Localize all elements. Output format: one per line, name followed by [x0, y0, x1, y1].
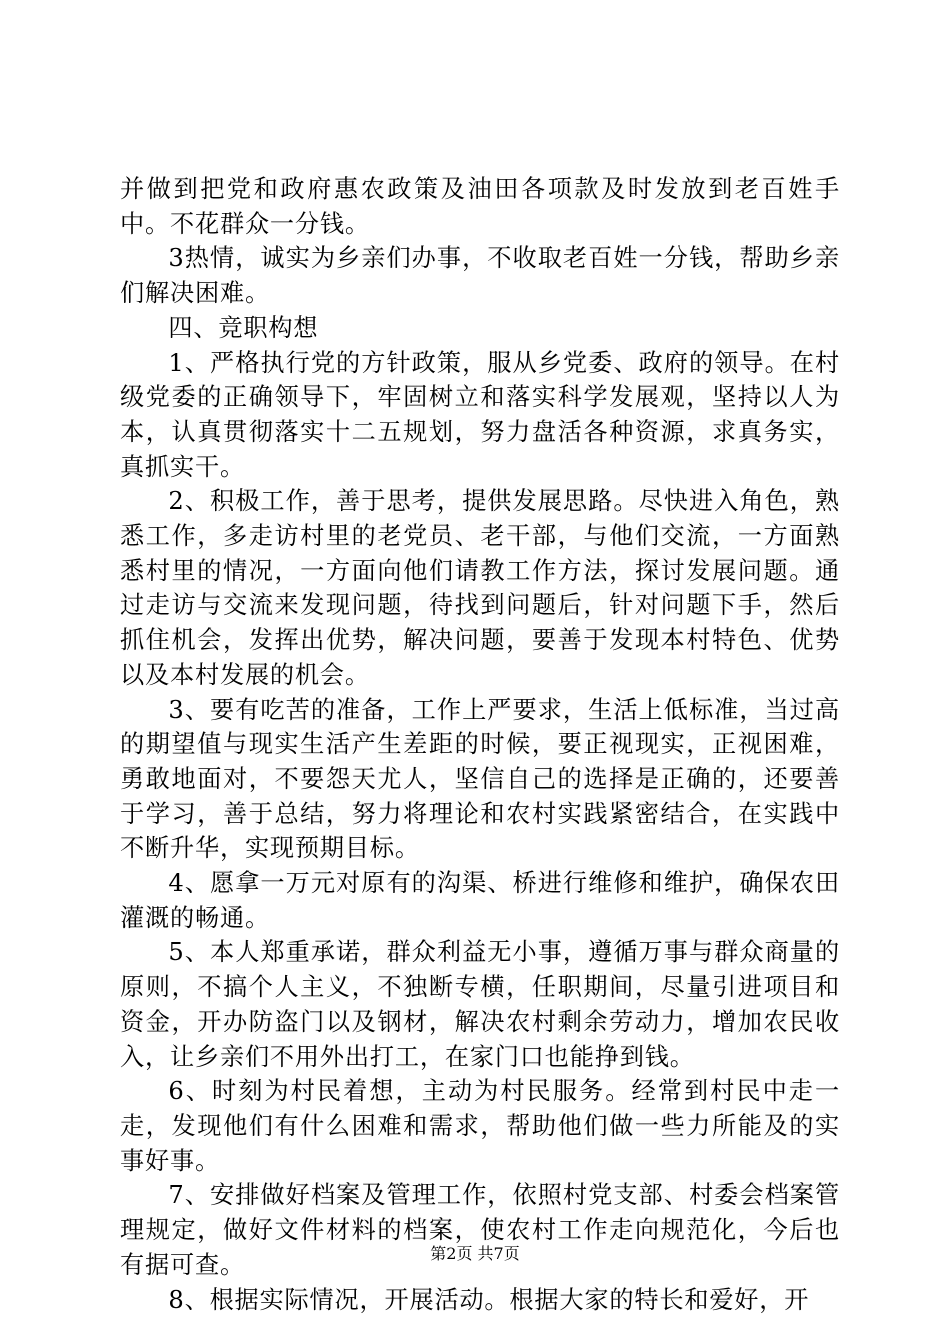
- section-heading: 四、竞职构想: [168, 313, 319, 342]
- paragraph-item-8: 8、根据实际情况，开展活动。根据大家的特长和爱好，开: [168, 1285, 810, 1314]
- paragraph-item-5: 5、本人郑重承诺，群众利益无小事，遵循万事与群众商量的原则，不搞个人主义，不独断专横，任职期间，尽量引进项目和资金，开办防盗门以及钢材，解决农村剩余劳动力，增加农民收入，让乡亲们不用外出打工，在家门口也能挣到钱。: [120, 938, 840, 1071]
- document-body: [120, 172, 840, 1317]
- page-number-label: 第2页 共7页: [430, 1244, 520, 1263]
- paragraph-continuation: 并做到把党和政府惠农政策及油田各项款及时发放到老百姓手中。不花群众一分钱。: [120, 175, 840, 238]
- paragraph-item-7: 7、安排做好档案及管理工作，依照村党支部、村委会档案管理规定，做好文件材料的档案，使农村工作走向规范化，今后也有据可查。: [120, 1181, 840, 1279]
- paragraph-item-6: 6、时刻为村民着想，主动为村民服务。经常到村民中走一走，发现他们有什么困难和需求，帮助他们做一些力所能及的实事好事。: [120, 1077, 840, 1175]
- paragraph-item-4: 4、愿拿一万元对原有的沟渠、桥进行维修和维护，确保农田灌溉的畅通。: [120, 869, 840, 932]
- paragraph-item-2: 2、积极工作，善于思考，提供发展思路。尽快进入角色，熟悉工作，多走访村里的老党员、老干部，与他们交流，一方面熟悉村里的情况，一方面向他们请教工作方法，探讨发展问题。通过走访与交流来发现问题，待找到问题后，针对问题下手，然后抓住机会，发挥出优势，解决问题，要善于发现本村特色、优势以及本村发展的机会。: [120, 487, 840, 689]
- page-footer: [0, 1244, 950, 1264]
- paragraph-item-3b: 3、要有吃苦的准备，工作上严要求，生活上低标准，当过高的期望值与现实生活产生差距的时候，要正视现实，正视困难，勇敢地面对，不要怨天尤人，坚信自己的选择是正确的，还要善于学习，善于总结，努力将理论和农村实践紧密结合，在实践中不断升华，实现预期目标。: [120, 695, 840, 863]
- paragraph-item-1: 1、严格执行党的方针政策，服从乡党委、政府的领导。在村级党委的正确领导下，牢固树立和落实科学发展观，坚持以人为本，认真贯彻落实十二五规划，努力盘活各种资源，求真务实，真抓实干。: [120, 348, 840, 481]
- paragraph-item-3: 3热情，诚实为乡亲们办事，不收取老百姓一分钱，帮助乡亲们解决困难。: [120, 244, 840, 308]
